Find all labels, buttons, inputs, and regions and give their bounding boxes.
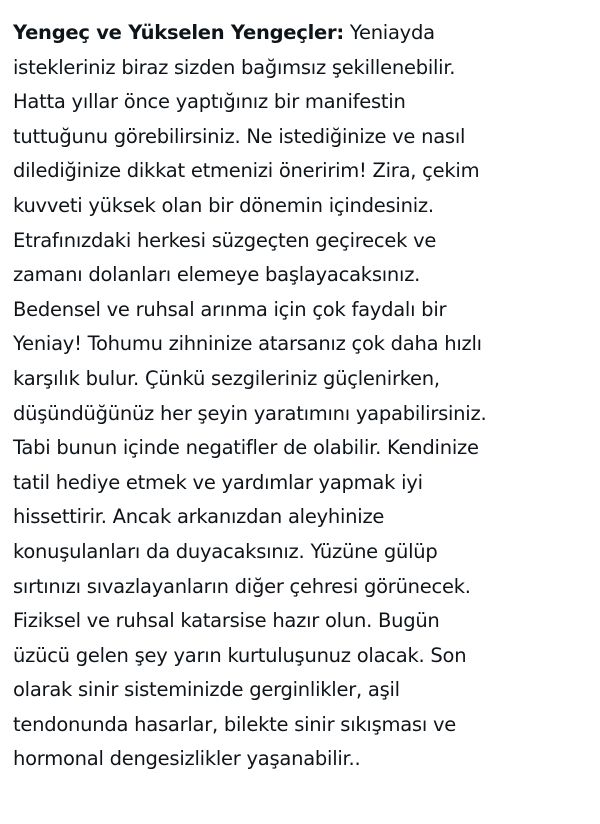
post-line: zamanı dolanları elemeye başlayacaksınız. — [13, 263, 421, 287]
post-text — [13, 16, 593, 777]
post-line: dilediğinize dikkat etmenizi öneririm! Zira, çekim — [13, 159, 480, 183]
post-line: istekleriniz biraz sizden bağımsız şekillenebilir. — [13, 55, 456, 79]
post-line: Yeniay! Tohumu zihninize atarsanız çok daha hızlı — [13, 332, 482, 356]
post-heading: Yengeç ve Yükselen Yengeçler: — [13, 21, 344, 44]
post-line: tendonunda hasarlar, bilekte sinir sıkışması ve — [13, 712, 456, 736]
post-line: Bedensel ve ruhsal arınma için çok faydalı bir — [13, 297, 447, 321]
post-line: Fiziksel ve ruhsal katarsise hazır olun. Bugün — [13, 609, 440, 633]
post-line: olarak sinir sisteminizde gerginlikler, aşil — [13, 678, 400, 702]
post-line: konuşulanları da duyacaksınız. Yüzüne gülüp — [13, 539, 438, 563]
post-line: Hatta yıllar önce yaptığınız bir manifestin — [13, 90, 406, 114]
post-line: düşündüğünüz her şeyin yaratımını yapabilirsiniz. — [13, 401, 487, 425]
post-line: sırtınızı sıvazlayanların diğer çehresi görünecek. — [13, 574, 471, 598]
post-line: hormonal dengesizlikler yaşanabilir.. — [13, 747, 361, 771]
post-line: Tabi bunun içinde negatifler de olabilir. Kendinize — [13, 436, 479, 460]
post-line: kuvveti yüksek olan bir dönemin içindesiniz. — [13, 193, 434, 217]
post-line: tatil hediye etmek ve yardımlar yapmak iyi — [13, 470, 423, 494]
post-line: tuttuğunu görebilirsiniz. Ne istediğinize ve nasıl — [13, 124, 466, 148]
post-line: karşılık bulur. Çünkü sezgileriniz güçlenirken, — [13, 366, 440, 390]
post-line-1 — [13, 16, 593, 51]
post-line: üzücü gelen şey yarın kurtuluşunuz olacak. Son — [13, 643, 467, 667]
post-line: Etrafınızdaki herkesi süzgeçten geçirecek ve — [13, 228, 437, 252]
post-line-1-text: Yeniayda — [343, 21, 435, 44]
post-line: hissettirir. Ancak arkanızdan aleyhinize — [13, 505, 385, 529]
